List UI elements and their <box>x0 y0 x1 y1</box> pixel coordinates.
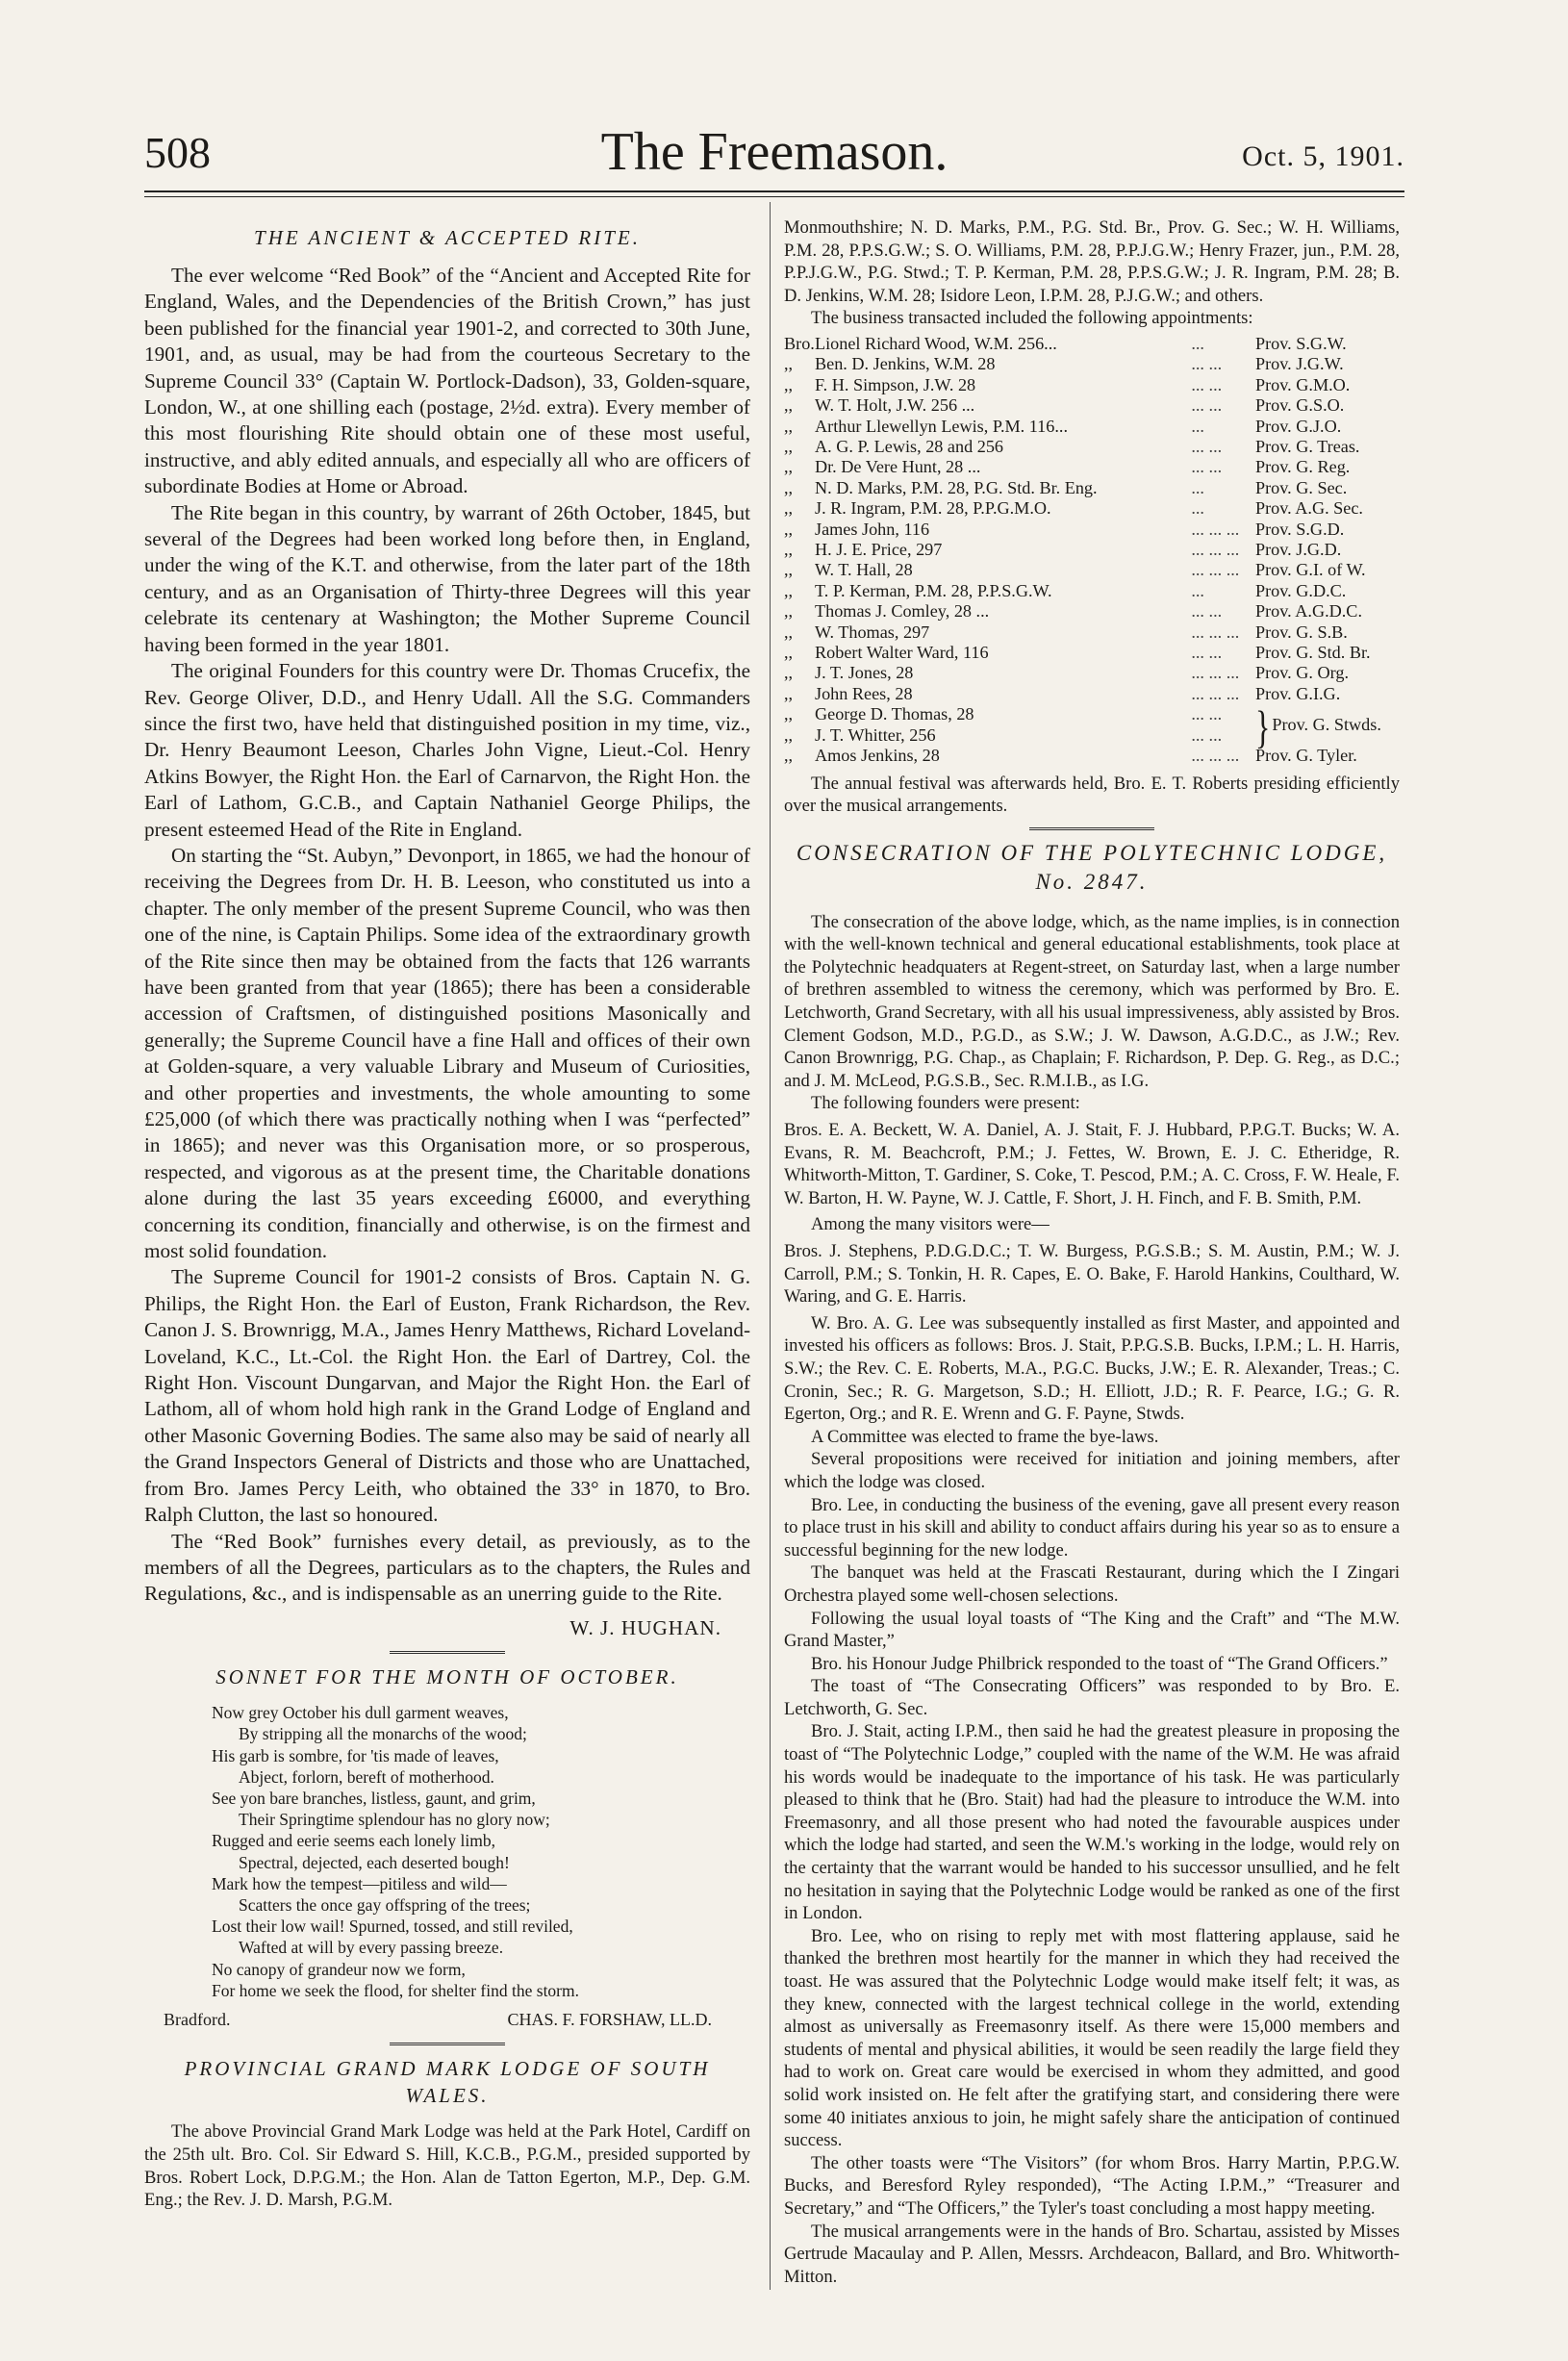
publication-title: The Freemason. <box>600 122 948 182</box>
appointment-prefix: ,, <box>784 374 794 394</box>
appointment-row <box>784 601 1400 622</box>
appointment-prefix: ,, <box>784 540 794 560</box>
consecration-subheading: No. 2847. <box>1035 869 1149 894</box>
appointment-name: W. T. Hall, 28 <box>815 560 913 580</box>
poem-line: Abject, forlorn, bereft of motherhood. <box>239 1766 494 1787</box>
appointment-row <box>784 395 1400 416</box>
appointment-role <box>1255 699 1400 752</box>
consecration-heading: CONSECRATION OF THE POLYTECHNIC LODGE, <box>796 840 1388 865</box>
poem-line: See yon bare branches, listless, gaunt, and grim, <box>212 1788 536 1808</box>
consecration-paragraph: The other toasts were “The Visitors” (for whom Bros. Harry Martin, P.P.G.W. Bucks, and Beresford Ryley responded), “The Acting I.P.M.,” “Treasurer and Secretary,” and “The Officers,” the Tyler's toast concluding a most happy meeting. <box>784 2152 1400 2219</box>
appointment-prefix: Bro. <box>784 333 815 353</box>
appointment-leader: ... <box>1191 333 1204 353</box>
appointment-role: Prov. G. Sec. <box>1255 477 1348 497</box>
appointments-intro: The business transacted included the following appointments: <box>811 308 1253 329</box>
appointment-name: J. R. Ingram, P.M. 28, P.P.G.M.O. <box>815 498 1051 519</box>
appointment-prefix: ,, <box>784 498 794 519</box>
appointment-prefix: ,, <box>784 354 794 374</box>
appointment-role: Prov. J.G.D. <box>1255 540 1342 560</box>
page-number: 508 <box>144 128 211 177</box>
appointment-name: H. J. E. Price, 297 <box>815 540 943 560</box>
poem-line: Lost their low wail! Spurned, tossed, and still reviled, <box>212 1917 573 1937</box>
appointment-role: Prov. G. Tyler. <box>1255 746 1357 766</box>
poem-line: Spectral, dejected, each deserted bough! <box>239 1852 510 1872</box>
consecration-paragraph: The musical arrangements were in the hands of Bro. Schartau, assisted by Misses Gertrude Macaulay and P. Allen, Messrs. Archdeacon, Ballard, and Bro. Whitworth-Mitton. <box>784 2221 1400 2287</box>
poem-line: Their Springtime splendour has no glory now; <box>239 1810 550 1830</box>
appointment-leader: ... ... <box>1191 437 1223 456</box>
consecration-paragraph: The toast of “The Consecrating Officers” was responded to by Bro. E. Letchworth, G. Sec. <box>784 1676 1400 1719</box>
appointment-name: W. Thomas, 297 <box>815 622 930 642</box>
appointment-row <box>784 437 1400 457</box>
appointment-prefix: ,, <box>784 519 794 539</box>
appointment-name: Robert Walter Ward, 116 <box>815 643 989 663</box>
ancient-rite-paragraph: The Rite began in this country, by warrant of 26th October, 1845, but several of the Degrees had been worked long before then, in England, under the wing of the K.T. and otherwise, from the later part of the 18th century, and as an Organisation of Thirty-three Degrees will this year celebrate its centenary at Washington; the Mother Supreme Council having been formed in the year 1801. <box>144 500 750 656</box>
appointment-name: J. T. Jones, 28 <box>815 663 914 683</box>
appointment-leader: ... ... <box>1191 724 1223 745</box>
appointment-leader: ... ... <box>1191 704 1223 724</box>
appointment-name: Dr. De Vere Hunt, 28 ... <box>815 457 981 477</box>
sonnet-heading: SONNET FOR THE MONTH OF OCTOBER. <box>215 1665 679 1689</box>
poem-line: Now grey October his dull garment weaves, <box>212 1703 509 1723</box>
issue-date: Oct. 5, 1901. <box>1242 140 1404 172</box>
appointment-leader: ... <box>1191 580 1204 600</box>
appointment-prefix: ,, <box>784 704 794 724</box>
appointment-leader: ... ... <box>1191 457 1223 477</box>
appointment-name: Ben. D. Jenkins, W.M. 28 <box>815 354 996 374</box>
appointment-role: Prov. G.S.O. <box>1255 395 1345 416</box>
appointment-leader: ... ... <box>1191 395 1223 416</box>
appointment-leader: ... ... ... <box>1191 622 1240 642</box>
appointment-row <box>784 354 1400 374</box>
ancient-rite-signature: W. J. HUGHAN. <box>569 1615 721 1639</box>
appointment-role: Prov. A.G.D.C. <box>1255 601 1362 622</box>
appointment-leader: ... ... ... <box>1191 746 1240 766</box>
appointment-role: Prov. G. Reg. <box>1255 457 1351 477</box>
sonnet-signature <box>164 2007 712 2033</box>
appointments-table <box>784 334 1400 767</box>
appointment-prefix: ,, <box>784 395 794 416</box>
header-rule <box>144 190 1404 197</box>
poem-line: By stripping all the monarchs of the wood; <box>239 1724 527 1744</box>
appointment-role: Prov. G.M.O. <box>1255 374 1351 394</box>
appointment-leader: ... <box>1191 416 1204 436</box>
consecration-paragraph: Bro. J. Stait, acting I.P.M., then said he had the greatest pleasure in proposing the toast of “The Polytechnic Lodge,” coupled with the name of the W.M. He was afraid his words would be inadequate to the importance of his task. He was particularly pleased to think that he (Bro. Stait) had had the pleasure to introduce the W.M. into Freemasonry, and all those present who had noted the favourable auspices under which the lodge had started, and seen the W.M.'s working in the lodge, would rely on the certainty that the warrant would be handed to his successor unsullied, and he felt no hesitation in saying that the Polytechnic Lodge would be ranked as one of the first in London. <box>784 1721 1400 1924</box>
appointment-name: J. T. Whitter, 256 <box>815 724 936 745</box>
appointment-row <box>784 684 1400 704</box>
appointment-leader: ... ... <box>1191 354 1223 374</box>
appointment-leader: ... ... ... <box>1191 683 1240 703</box>
section-separator <box>390 1651 505 1654</box>
consecration-paragraph: Bro. his Honour Judge Philbrick responded to the toast of “The Grand Officers.” <box>811 1653 1388 1674</box>
appointment-prefix: ,, <box>784 601 794 622</box>
mark-lodge-intro: The above Provincial Grand Mark Lodge was held at the Park Hotel, Cardiff on the 25th ult. Bro. Col. Sir Edward S. Hill, K.C.B., P.G.M., presided supported by Bros. Robert Lock, D.P.G.M.; the Hon. Alan de Tatton Egerton, M.P., Dep. G.M. Eng.; the Rev. J. D. Marsh, P.G.M. <box>144 2121 750 2211</box>
poem-line: Scatters the once gay offspring of the trees; <box>239 1894 531 1915</box>
appointment-leader: ... ... ... <box>1191 519 1240 539</box>
appointment-row <box>784 375 1400 395</box>
appointment-row <box>784 643 1400 663</box>
appointment-row <box>784 560 1400 580</box>
appointment-role: Prov. G. Treas. <box>1255 437 1360 456</box>
ancient-rite-paragraph: On starting the “St. Aubyn,” Devonport, in 1865, we had the honour of receiving the Degrees from Dr. H. B. Leeson, who constituted us into a chapter. The only member of the present Supreme Council, who was then one of the nine, is Captain Philips. Some idea of the extraordinary growth of the Rite since then may be obtained from the facts that 126 warrants have been granted from that year (1865); there has been a considerable accession of Craftsmen, of distinguished positions Masonically and generally; the Supreme Council have a fine Hall and offices of their own at Golden-square, a very valuable Library and Museum of Curiosities, and other properties and investments, the whole amounting to some £25,000 (of which there was practically nothing when I was “perfected” in 1865); and never was this Organisation more, or so prosperous, respected, and vigorous as at the present time, the Charitable donations alone during the last 35 years exceeding £6000, and everything concerning its condition, financially and otherwise, is on the firmest and most solid foundation. <box>144 843 750 1263</box>
sonnet-author: CHAS. F. FORSHAW, LL.D. <box>507 2009 712 2029</box>
appointment-role-text: Prov. G. Stwds. <box>1272 714 1381 734</box>
appointment-role: Prov. G.J.O. <box>1255 416 1342 436</box>
appointment-role: Prov. S.G.D. <box>1255 519 1345 539</box>
appointment-row <box>784 622 1400 643</box>
consecration-paragraph: Several propositions were received for initiation and joining members, after which the lodge was closed. <box>784 1449 1400 1492</box>
appointment-name: W. T. Holt, J.W. 256 ... <box>815 395 975 416</box>
appointment-role: Prov. G. Std. Br. <box>1255 643 1371 663</box>
consecration-paragraph: A Committee was elected to frame the bye-laws. <box>811 1426 1159 1447</box>
appointment-row <box>784 520 1400 540</box>
appointment-prefix: ,, <box>784 622 794 642</box>
appointment-name: T. P. Kerman, P.M. 28, P.P.S.G.W. <box>815 580 1052 600</box>
appointment-prefix: ,, <box>784 643 794 663</box>
appointment-role: Prov. G. Org. <box>1255 663 1350 683</box>
appointment-name: Arthur Llewellyn Lewis, P.M. 116... <box>815 416 1069 436</box>
appointment-leader: ... ... ... <box>1191 540 1240 560</box>
appointment-name: George D. Thomas, 28 <box>815 704 974 724</box>
appointment-prefix: ,, <box>784 683 794 703</box>
consecration-paragraph: Bro. Lee, in conducting the business of the evening, gave all present every reason to place trust in his skill and ability to conduct affairs during his year so as to ensure a successful beginning for the new lodge. <box>784 1494 1400 1561</box>
appointment-prefix: ,, <box>784 663 794 683</box>
appointment-name: James John, 116 <box>815 519 930 539</box>
appointment-row <box>784 663 1400 683</box>
appointment-leader: ... ... ... <box>1191 663 1240 683</box>
appointment-leader: ... ... <box>1191 601 1223 622</box>
appointment-role: Prov. G.D.C. <box>1255 580 1347 600</box>
poem-line: Rugged and eerie seems each lonely limb, <box>212 1831 495 1851</box>
appointment-prefix: ,, <box>784 457 794 477</box>
mark-lodge-continuation: Monmouthshire; N. D. Marks, P.M., P.G. Std. Br., Prov. G. Sec.; W. H. Williams, P.M. 28, P.P.S.G.W.; S. O. Williams, P.M. 28, P.P.J.G.W.; Henry Frazer, jun., P.M. 28, P.P.J.G.W., P.G. Stwd.; T. P. Kerman, P.M. 28, P.P.S.G.W.; J. R. Ingram, P.M. 28; B. D. Jenkins, W.M. 28; Isidore Leon, I.P.M. 28, P.J.G.W.; and others. <box>784 217 1400 306</box>
appointment-name: Thomas J. Comley, 28 ... <box>815 601 990 622</box>
appointment-prefix: ,, <box>784 746 794 766</box>
founders-intro: The following founders were present: <box>811 1093 1080 1114</box>
appointment-row <box>784 478 1400 498</box>
appointment-role: Prov. G.I.G. <box>1255 683 1341 703</box>
poem-line: For home we seek the flood, for shelter find the storm. <box>212 1980 579 2000</box>
appointment-prefix: ,, <box>784 416 794 436</box>
appointment-name: A. G. P. Lewis, 28 and 256 <box>815 437 1004 456</box>
appointment-row <box>784 457 1400 477</box>
appointment-row <box>784 334 1400 354</box>
appointment-prefix: ,, <box>784 560 794 580</box>
appointment-leader: ... <box>1191 477 1204 497</box>
appointment-role: Prov. J.G.W. <box>1255 354 1344 374</box>
ancient-rite-paragraph: The “Red Book” furnishes every detail, as previously, as to the members of all the Degrees, particulars as to the chapters, the Rules and Regulations, &c., and is indispensable as an unerring guide to the Rite. <box>144 1529 750 1606</box>
visitors-intro: Among the many visitors were— <box>811 1214 1050 1235</box>
appointment-role: Prov. G.I. of W. <box>1255 560 1366 580</box>
ancient-rite-heading: THE ANCIENT & ACCEPTED RITE. <box>254 226 641 249</box>
appointment-prefix: ,, <box>784 437 794 456</box>
appointment-name: Lionel Richard Wood, W.M. 256... <box>815 333 1057 353</box>
left-column <box>144 216 750 2212</box>
appointment-role: Prov. G. S.B. <box>1255 622 1348 642</box>
consecration-paragraph: The banquet was held at the Frascati Restaurant, during which the I Zingari Orchestra played some well-chosen selections. <box>784 1562 1400 1606</box>
appointment-prefix: ,, <box>784 724 794 745</box>
visitors-list: Bros. J. Stephens, P.D.G.D.C.; T. W. Burgess, P.G.S.B.; S. M. Austin, P.M.; W. J. Carroll, P.M.; S. Tonkin, H. R. Capes, E. O. Bake, F. Harold Hankins, Coulthard, W. Waring, and G. E. Harris. <box>784 1241 1400 1307</box>
appointment-row <box>784 746 1400 766</box>
section-separator <box>390 2043 505 2045</box>
column-divider <box>770 202 771 2290</box>
mark-lodge-closing: The annual festival was afterwards held, Bro. E. T. Roberts presiding efficiently over the musical arrangements. <box>784 773 1400 817</box>
appointment-role: Prov. A.G. Sec. <box>1255 498 1363 519</box>
appointment-leader: ... ... <box>1191 643 1223 663</box>
consecration-paragraph: Following the usual loyal toasts of “The King and the Craft” and “The M.W. Grand Master,” <box>784 1608 1400 1652</box>
masthead <box>144 114 1404 194</box>
brace-mark: } <box>1255 699 1271 752</box>
sonnet-body <box>212 1702 750 2001</box>
appointment-prefix: ,, <box>784 580 794 600</box>
appointment-leader: ... <box>1191 498 1204 519</box>
poem-line: Mark how the tempest—pitiless and wild— <box>212 1873 507 1893</box>
consecration-paragraph: Bro. Lee, who on rising to reply met with most flattering applause, said he thanked the brethren most heartily for the manner in which they had received the toast. He was assured that the Polytechnic Lodge would make itself felt; it was, as they knew, connected with the largest technical college in the world, extending almost as universally as Freemasonry itself. As there were 15,000 members and students of mental and physical abilities, it would be seen readily the large field they had to work on. Great care would be exercised in whom they admitted, and good solid work insisted on. He felt after the gratifying start, and considering there were some 40 initiates anxious to join, he might safely share the anticipation of continued success. <box>784 1925 1400 2151</box>
appointment-row <box>784 704 1400 724</box>
ancient-rite-paragraph: The Supreme Council for 1901-2 consists of Bros. Captain N. G. Philips, the Right Hon. the Earl of Euston, Frank Richardson, the Rev. Canon J. S. Brownrigg, M.A., James Henry Matthews, Richard Loveland-Loveland, K.C., Lt.-Col. the Right Hon. the Earl of Dartrey, Col. the Right Hon. Viscount Dungarvan, and Major the Right Hon. the Earl of Lathom, all of whom hold high rank in the Grand Lodge of England and other Masonic Governing Bodies. The same also may be said of nearly all the Grand Inspectors General of Districts and those who are Unattached, from Bro. James Percy Leith, who obtained the 33° in 1870, to Bro. Ralph Clutton, the last so honoured. <box>144 1265 750 1527</box>
sonnet-place: Bradford. <box>164 2009 231 2029</box>
mark-lodge-heading: PROVINCIAL GRAND MARK LODGE OF SOUTH WALES. <box>184 2057 711 2108</box>
ancient-rite-paragraph: The ever welcome “Red Book” of the “Ancient and Accepted Rite for England, Wales, and the Dependencies of the British Crown,” has just been published for the financial year 1901-2, and corrected to 30th June, 1901, and, as usual, may be had from the courteous Secretary to the Supreme Council 33° (Captain W. Portlock-Dadson), 33, Golden-square, London, W., at one shilling each (postage, 2½d. extra). Every member of this most flourishing Rite should obtain one of these most useful, instructive, and ably edited annuals, and especially all who are officers of subordinate Bodies at Home or Abroad. <box>144 264 750 498</box>
ancient-rite-paragraph: The original Founders for this country were Dr. Thomas Crucefix, the Rev. George Oliver, D.D., and Henry Udall. All the S.G. Commanders since the first two, have held that distinguished position in my time, viz., Dr. Henry Beaumont Leeson, Charles John Vigne, Lieut.-Col. Henry Atkins Bowyer, the Right Hon. the Earl of Carnarvon, the Right Hon. the Earl of Lathom, G.C.B., and Captain Nathaniel George Philips, the present esteemed Head of the Rite in England. <box>144 659 750 841</box>
appointment-name: F. H. Simpson, J.W. 28 <box>815 374 976 394</box>
appointment-name: N. D. Marks, P.M. 28, P.G. Std. Br. Eng. <box>815 477 1098 497</box>
poem-line: Wafted at will by every passing breeze. <box>239 1938 504 1958</box>
appointment-role: Prov. S.G.W. <box>1255 333 1347 353</box>
appointment-row <box>784 498 1400 519</box>
appointment-name: Amos Jenkins, 28 <box>815 746 940 766</box>
poem-line: His garb is sombre, for 'tis made of leaves, <box>212 1745 499 1765</box>
founders-list: Bros. E. A. Beckett, W. A. Daniel, A. J. Stait, F. J. Hubbard, P.P.G.T. Bucks; W. A. Evans, R. M. Beachcroft, P.M.; J. Fettes, W. Brown, E. J. C. Etheridge, R. Whitworth-Mitton, T. Gardiner, S. Coke, T. Pescod, P.M.; A. C. Cross, F. W. Heale, F. W. Barton, H. W. Payne, W. J. Cattle, F. Short, J. H. Finch, and F. B. Smith, P.M. <box>784 1120 1400 1208</box>
consecration-paragraph: The consecration of the above lodge, which, as the name implies, is in connection with the well-known technical and general educational establishments, took place at the Polytechnic headquaters at Regent-street, on Saturday last, when a large number of brethren assembled to witness the ceremony, which was performed by Bro. E. Letchworth, Grand Secretary, with all his usual impressiveness, ably assisted by Bros. Clement Godson, M.D., P.G.D., as S.W.; J. W. Dawson, A.G.D.C., as J.W.; Rev. Canon Brownrigg, P.G. Chap., as Chaplain; F. Richardson, P. Dep. G. Reg., as D.C.; and J. M. McLeod, P.G.S.B., Sec. R.M.I.B., as I.G. <box>784 911 1400 1091</box>
appointment-row <box>784 581 1400 601</box>
appointment-prefix: ,, <box>784 477 794 497</box>
poem-line: No canopy of grandeur now we form, <box>212 1959 466 1979</box>
right-column <box>784 216 1400 2288</box>
appointment-leader: ... ... <box>1191 374 1223 394</box>
appointment-leader: ... ... ... <box>1191 560 1240 580</box>
section-separator <box>1029 827 1154 830</box>
appointment-row <box>784 417 1400 437</box>
appointment-row <box>784 540 1400 560</box>
appointment-name: John Rees, 28 <box>815 683 913 703</box>
consecration-paragraph: W. Bro. A. G. Lee was subsequently installed as first Master, and appointed and invested his officers as follows: Bros. J. Stait, P.P.G.S.B. Bucks, I.P.M.; L. H. Harris, S.W.; the Rev. C. E. Roberts, M.A., P.G.C. Bucks, J.W.; E. R. Alexander, Treas.; C. Cronin, Sec.; R. G. Margetson, S.D.; H. Elliott, J.D.; R. F. Pearce, I.G.; G. R. Egerton, Org.; and R. E. Wrenn and G. F. Payne, Stwds. <box>784 1312 1400 1425</box>
